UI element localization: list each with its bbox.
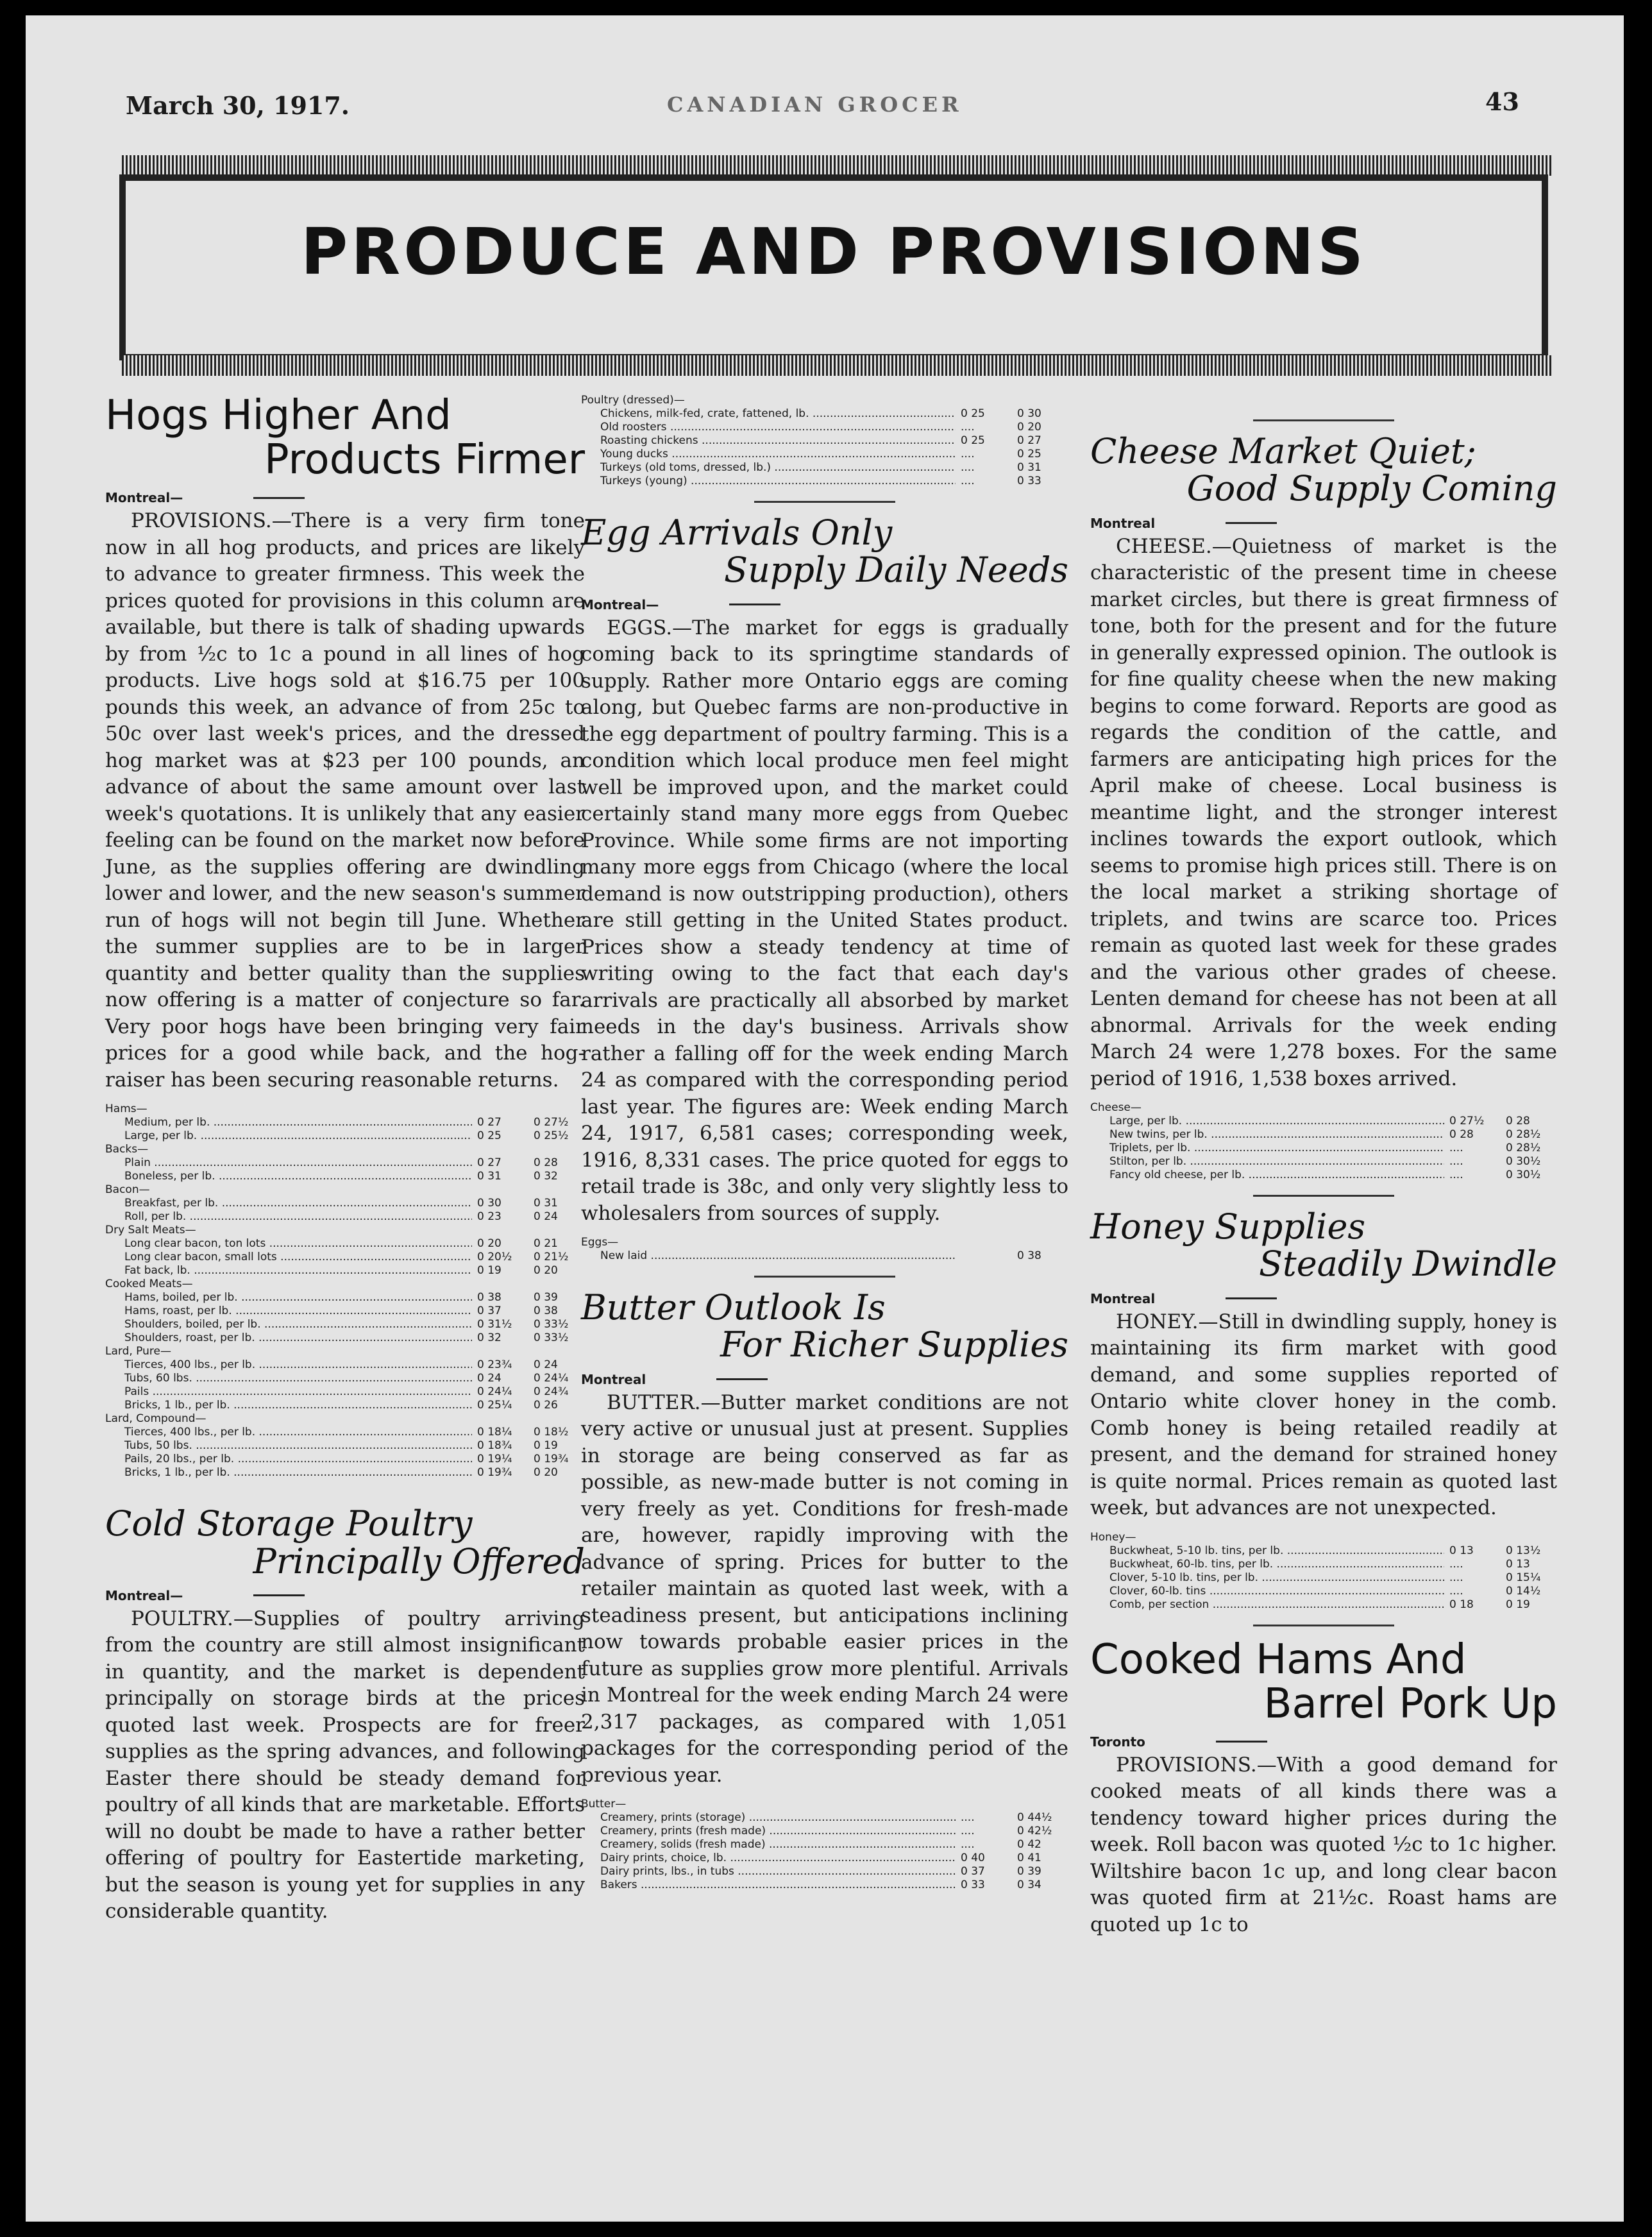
price-low: 0 27 [477,1156,501,1170]
divider [1253,1195,1394,1197]
price-row [105,1210,585,1224]
price-high: 0 34 [1017,1878,1041,1892]
price-row [105,1372,585,1385]
price-high: 0 31 [534,1197,558,1210]
honey-dateline: Montreal [1090,1291,1557,1306]
price-row [105,1251,585,1264]
price-high: 0 25 [1017,448,1041,460]
hogs-headline [105,394,585,482]
price-row-label: Clover, 5-10 lb. tins, per lb. ..... [1090,1571,1444,1585]
price-low: 0 25 [961,407,985,420]
price-row-label: Shoulders, roast, per lb. ..... [105,1331,472,1345]
price-low [956,1798,1012,1811]
price-high [528,1345,585,1358]
price-row-label: Cooked Meats— [105,1278,193,1291]
price-high [1012,1798,1068,1811]
price-row-label: Butter— [581,1798,627,1811]
hogs-headline-line1: Hogs Higher And [105,392,451,439]
price-row [581,421,1068,434]
price-row-label: Eggs— [581,1236,619,1249]
price-row-label: Old roosters ..... [581,421,956,434]
price-high: 0 26 [534,1399,558,1412]
hogs-article [105,394,585,1480]
price-row-label: Roll, per lb. ..... [105,1210,472,1224]
price-row-label: Bricks, 1 lb., per lb. ..... [105,1399,472,1412]
hams-body: PROVISIONS.—With a good demand for cooked meats of all kinds there was a tendency toward higher prices during the week. Roll bacon was quoted ½c to 1c higher. Wiltshire bacon 1c up, and long clear bacon was quoted firm at 21½c. Roast hams are quoted up 1c to [1090,1753,1557,1936]
price-row [581,394,1068,407]
price-row [1090,1101,1557,1115]
price-high [528,1143,585,1156]
price-row [105,1426,585,1439]
price-row-label: Tubs, 50 lbs. ..... [105,1439,472,1453]
price-low: 0 27½ [1449,1115,1485,1128]
eggs-price-table [581,1236,1068,1263]
divider [1253,1625,1394,1626]
price-row [105,1331,585,1345]
price-row-label: Plain ..... [105,1156,472,1170]
price-high: 0 39 [1017,1865,1041,1878]
price-low: 0 28 [1449,1128,1474,1142]
price-high: 0 41 [1017,1852,1041,1865]
price-row-label: Hams, roast, per lb. ..... [105,1304,472,1318]
price-row [581,1852,1068,1865]
price-low: .... [961,448,975,460]
price-low [472,1143,528,1156]
price-high: 0 42 [1017,1838,1041,1852]
price-row [1090,1531,1557,1544]
page-number: 43 [1485,87,1519,116]
price-row [1090,1585,1557,1598]
eggs-body: EGGS.—The market for eggs is gradually coming back to its springtime standards of supply. Rather more Ontario eggs are coming along, but Quebec farms are non-productive in the egg department of poultry farming. This is a condition which local produce men feel might well be improved upon, and the market could certainly stand many more eggs from Quebec Province. While some firms are not importing many more eggs from Chicago (where the local demand is now outstripping production), others are still getting in the United States product. Prices show a steady tendency at time of writing owing to the fact that each day's arrivals are practically all absorbed by market needs in the day's business. Arrivals show rather a falling off for the week ending March 24 as compared with the corresponding period last year. The figures are: Week ending March 24, 1917, 6,581 cases; corresponding week, 1916, 8,331 cases. The price quoted for eggs to retail trade is 38c, and only very slightly less to wholesalers from sources of supply. [581,616,1068,1225]
column-1 [105,394,585,1925]
price-row [105,1358,585,1372]
banner-bottom-stripe [122,355,1552,376]
price-row [581,1811,1068,1825]
price-row [581,1825,1068,1838]
price-row [581,1865,1068,1878]
price-row [105,1345,585,1358]
poultry-headline [105,1505,585,1580]
price-row [1090,1558,1557,1571]
cheese-price-table [1090,1101,1557,1182]
hams-headline [1090,1635,1557,1728]
banner-top-stripe [122,155,1552,176]
hogs-body: PROVISIONS.—There is a very firm tone now in all hog products, and prices are likely to advance to greater firmness. This week the prices quoted for provisions in this column are available, but there is talk of shading upwards by from ½c to 1c a pound in all lines of hog products. Live hogs sold at $16.75 per 100 pounds this week, an advance of from 25c to 50c over last week's prices, and the dressed hog market was at $23 per 100 pounds, an advance of about the same amount over last week's quotations. It is unlikely that any easier feeling can be found on the market now before June, as the supplies offering are dwindling lower and lower, and the new season's summer run of hogs will not begin till June. Whether the summer supplies are to be in larger quantity and better quality than the supplies now offering is a matter of conjecture so far. Very poor hogs have been bringing very fair prices for a good while back, and the hog-raiser has been securing reasonable returns. [105,509,585,1092]
price-row [1090,1155,1557,1169]
price-low: 0 24 [477,1372,501,1385]
price-low: 0 31½ [477,1318,512,1331]
price-high: 0 13 [1506,1557,1530,1571]
hams-headline-line1: Cooked Hams And [1090,1635,1467,1684]
price-row [1090,1142,1557,1155]
section-banner [119,174,1548,360]
price-row [581,1249,1068,1263]
price-high: 0 20 [1017,421,1041,434]
price-high: 0 30 [1017,407,1041,420]
price-high: 0 14½ [1506,1584,1541,1598]
price-row-label: Lard, Compound— [105,1412,206,1426]
price-low: .... [961,1825,975,1838]
price-low [472,1102,528,1116]
honey-body: HONEY.—Still in dwindling supply, honey is maintaining its firm market with good demand, and some supplies reported of Ontario white clover honey in the comb. Comb honey is being retailed readily at present, and the demand for strained honey is quite normal. Prices remain as quoted last week, but advances are not unexpected. [1090,1310,1557,1520]
price-row [581,461,1068,475]
price-low [1444,1531,1501,1544]
price-high: 0 20 [534,1466,558,1480]
price-low [956,1236,1012,1249]
divider [754,1276,895,1278]
price-low: .... [961,475,975,487]
cheese-headline-line1: Cheese Market Quiet; [1090,431,1476,471]
price-row-label: Buckwheat, 5-10 lb. tins, per lb. ..... [1090,1544,1444,1558]
honey-headline-line1: Honey Supplies [1090,1206,1366,1247]
price-high: 0 28½ [1506,1142,1541,1155]
butter-body: BUTTER.—Butter market conditions are not very active or unusual just at present. Supplies in storage are being conserved as far as possible, as new-made butter is not coming in very freely as yet. Conditions for fresh-made are, however, rapidly improving with the advance of spring. Prices for butter to the retailer maintain as quoted last week, with a steadiness present, but anticipations inclining now towards probable easier prices in the future as supplies grow more plentiful. Arrivals in Montreal for the week ending March 24 were 2,317 packages, as compared with 1,051 packages for the corresponding period of the previous year. [581,1390,1068,1787]
price-row-label: Backs— [105,1143,149,1156]
price-high: 0 24¾ [534,1385,569,1399]
price-row-label: Shoulders, boiled, per lb. ..... [105,1318,472,1331]
price-row-label: Bakers ..... [581,1878,956,1892]
price-row [105,1439,585,1453]
price-low [472,1345,528,1358]
price-row [105,1278,585,1291]
poultry-headline-line1: Cold Storage Poultry [105,1503,473,1544]
price-low: .... [961,461,975,474]
price-row [105,1116,585,1129]
price-row-label: Chickens, milk-fed, crate, fattened, lb. ..... [581,407,956,421]
price-high: 0 20 [534,1264,558,1278]
price-row-label: Breakfast, per lb. ..... [105,1197,472,1210]
price-low: 0 18¾ [477,1439,512,1453]
butter-price-table [581,1798,1068,1892]
price-row-label: Long clear bacon, ton lots ..... [105,1237,472,1251]
price-high: 0 44½ [1017,1811,1052,1825]
price-row-label: Tierces, 400 lbs., per lb. ..... [105,1358,472,1372]
column-2 [581,394,1068,1892]
price-low: 0 27 [477,1116,501,1129]
price-high [528,1183,585,1197]
price-low [1444,1101,1501,1115]
cheese-headline [1090,433,1557,508]
price-low: 0 25¼ [477,1399,512,1412]
column-3 [1090,394,1557,1938]
price-high: 0 33½ [534,1318,569,1331]
price-high: 0 28½ [1506,1128,1541,1142]
price-row [105,1170,585,1183]
price-low: 0 20 [477,1237,501,1251]
cheese-article [1090,433,1557,1182]
price-row [1090,1598,1557,1612]
price-row-label: Cheese— [1090,1101,1142,1115]
price-low [472,1224,528,1237]
price-row-label: Pails, 20 lbs., per lb. ..... [105,1453,472,1466]
eggs-article [581,514,1068,1263]
butter-dateline: Montreal [581,1372,1068,1387]
price-low: 0 31 [477,1170,501,1183]
honey-headline [1090,1208,1557,1283]
price-row [105,1453,585,1466]
price-row [105,1399,585,1412]
price-low [472,1183,528,1197]
price-high: 0 28 [534,1156,558,1170]
price-row [105,1183,585,1197]
poultry-price-table [581,394,1068,488]
price-row-label: New twins, per lb. ..... [1090,1128,1444,1142]
price-high: 0 32 [534,1170,558,1183]
price-row [581,448,1068,461]
price-low: .... [1449,1571,1463,1584]
price-row-label: Clover, 60-lb. tins ..... [1090,1585,1444,1598]
price-low: 0 24¼ [477,1385,512,1399]
price-low: 0 18¼ [477,1426,512,1439]
price-high [1012,1236,1068,1249]
price-high: 0 25½ [534,1129,569,1143]
price-high [528,1102,585,1116]
price-high [528,1224,585,1237]
price-high: 0 30½ [1506,1155,1541,1169]
price-high: 0 13½ [1506,1544,1541,1557]
price-row-label: Turkeys (old toms, dressed, lb.) ..... [581,461,956,475]
price-row-label: Dairy prints, lbs., in tubs ..... [581,1865,956,1878]
price-high: 0 30½ [1506,1169,1541,1182]
newspaper-page [26,15,1624,2222]
price-high [528,1278,585,1291]
price-row-label: Creamery, prints (storage) ..... [581,1811,956,1825]
eggs-headline-line2: Supply Daily Needs [724,550,1068,591]
price-low: 0 40 [961,1852,985,1865]
honey-article [1090,1208,1557,1612]
price-low: .... [1449,1169,1463,1182]
honey-price-table [1090,1531,1557,1612]
price-low: 0 25 [961,434,985,447]
butter-headline-line1: Butter Outlook Is [581,1287,886,1328]
price-row [105,1291,585,1304]
price-high: 0 38 [1017,1249,1041,1263]
poultry-dateline: Montreal— [105,1588,585,1603]
cheese-headline-line2: Good Supply Coming [1186,468,1557,509]
price-row [105,1318,585,1331]
price-low: 0 23 [477,1210,501,1224]
price-high: 0 33½ [534,1331,569,1345]
price-high: 0 31 [1017,461,1041,474]
price-low [956,1249,1012,1263]
price-high: 0 19¾ [534,1453,569,1466]
poultry-body: POULTRY.—Supplies of poultry arriving from the country are still almost insignificant in quantity, and the market is dependent principally on storage birds at the prices quoted last week. Prospects are for freer supplies as the spring advances, and following Easter there should be steady demand for poultry of all kinds that are marketable. Efforts will no doubt be made to have a rather better offering of poultry for Eastertide marketing, but the season is young yet for supplies in any considerable quantity. [105,1607,585,1923]
price-low: 0 30 [477,1197,501,1210]
price-row-label: Hams, boiled, per lb. ..... [105,1291,472,1304]
price-row-label: Roasting chickens ..... [581,434,956,448]
price-low: .... [1449,1557,1463,1571]
price-high: 0 24 [534,1358,558,1372]
price-row-label: Turkeys (young) ..... [581,475,956,488]
price-row-label: Large, per lb. ..... [105,1129,472,1143]
price-high: 0 33 [1017,475,1041,487]
price-high: 0 38 [534,1304,558,1318]
price-row [105,1102,585,1116]
price-row-label: Buckwheat, 60-lb. tins, per lb. ..... [1090,1558,1444,1571]
price-row-label: Creamery, prints (fresh made) ..... [581,1825,956,1838]
price-low: .... [1449,1155,1463,1169]
price-row-label: Fancy old cheese, per lb. ..... [1090,1169,1444,1182]
price-row-label: Bacon— [105,1183,150,1197]
hogs-dateline: Montreal— [105,490,585,505]
price-high [528,1412,585,1426]
poultry-headline-line2: Principally Offered [253,1541,585,1582]
cheese-body: CHEESE.—Quietness of market is the characteristic of the present time in cheese market circles, but there is great firmness of tone, both for the present and for the future in generally expressed opinion. The outlook is for fine quality cheese when the new making begins to come forward. Reports are good as regards the condition of the cattle, and farmers are anticipating high prices for the April make of cheese. Local business is meantime light, and the stronger interest inclines towards the export outlook, which seems to promise high prices still. There is on the local market a striking shortage of triplets, and twins are scarce too. Prices remain as quoted last week for these grades and the various other grades of cheese. Lenten demand for cheese has not been at all abnormal. Arrivals for the week ending March 24 were 1,278 boxes. For the same period of 1916, 1,538 boxes arrived. [1090,534,1557,1090]
price-row [1090,1169,1557,1182]
price-high: 0 39 [534,1291,558,1304]
price-high [1501,1101,1557,1115]
price-row [105,1412,585,1426]
price-high: 0 28 [1506,1115,1530,1128]
price-row-label: Dry Salt Meats— [105,1224,196,1237]
poultry-article [105,1505,585,1925]
price-low [472,1412,528,1426]
price-row [581,1798,1068,1811]
price-row-label: Triplets, per lb. ..... [1090,1142,1444,1155]
price-row-label: Poultry (dressed)— [581,394,685,407]
price-row [1090,1128,1557,1142]
price-high: 0 27 [1017,434,1041,447]
honey-headline-line2: Steadily Dwindle [1259,1244,1557,1285]
price-row [581,434,1068,448]
price-row [581,475,1068,488]
price-low: .... [1449,1584,1463,1598]
price-row [105,1237,585,1251]
price-low: .... [1449,1142,1463,1155]
price-low: 0 32 [477,1331,501,1345]
price-row-label: Large, per lb. ..... [1090,1115,1444,1128]
price-low: 0 19¼ [477,1453,512,1466]
price-row-label: Pails ..... [105,1385,472,1399]
price-row [581,1236,1068,1249]
price-high [1501,1531,1557,1544]
price-high: 0 24 [534,1210,558,1224]
price-row [581,407,1068,421]
section-title: PRODUCE AND PROVISIONS [300,214,1367,289]
price-low: 0 37 [961,1865,985,1878]
price-high: 0 27½ [534,1116,569,1129]
price-low: 0 19¾ [477,1466,512,1480]
hogs-headline-line2: Products Firmer [264,436,585,484]
price-high: 0 18½ [534,1426,569,1439]
price-row [105,1224,585,1237]
issue-date: March 30, 1917. [126,91,350,120]
price-row-label: Young ducks ..... [581,448,956,461]
hams-article [1090,1635,1557,1939]
price-row [105,1129,585,1143]
price-row [1090,1544,1557,1558]
price-row-label: Long clear bacon, small lots ..... [105,1251,472,1264]
price-high: 0 42½ [1017,1825,1052,1838]
price-low: 0 38 [477,1291,501,1304]
eggs-headline-line1: Egg Arrivals Only [581,512,893,553]
price-row-label: Fat back, lb. ..... [105,1264,472,1278]
hogs-price-table [105,1102,585,1480]
price-low: 0 18 [1449,1598,1474,1611]
butter-headline [581,1289,1068,1364]
price-row [581,1838,1068,1852]
divider [754,501,895,503]
price-row-label: Bricks, 1 lb., per lb. ..... [105,1466,472,1480]
price-low: 0 20½ [477,1251,512,1264]
price-row [105,1466,585,1480]
eggs-headline [581,514,1068,589]
price-row-label: Creamery, solids (fresh made) ..... [581,1838,956,1852]
price-low [956,394,1012,407]
price-low [472,1278,528,1291]
price-high: 0 15¼ [1506,1571,1541,1584]
price-row-label: Boneless, per lb. ..... [105,1170,472,1183]
price-row-label: Honey— [1090,1530,1136,1544]
butter-headline-line2: For Richer Supplies [720,1324,1068,1365]
price-low: 0 23¾ [477,1358,512,1372]
cheese-dateline: Montreal [1090,516,1557,531]
price-low: .... [961,1811,975,1825]
price-row [105,1156,585,1170]
hams-dateline: Toronto [1090,1734,1557,1750]
price-row [105,1264,585,1278]
price-row-label: Stilton, per lb. ..... [1090,1155,1444,1169]
price-row-label: Comb, per section ..... [1090,1598,1444,1612]
price-row-label: Tubs, 60 lbs. ..... [105,1372,472,1385]
price-high [1012,394,1068,407]
price-low: 0 25 [477,1129,501,1143]
price-row-label: Lard, Pure— [105,1345,171,1358]
price-row-label: Dairy prints, choice, lb. ..... [581,1852,956,1865]
price-low: 0 19 [477,1264,501,1278]
price-high: 0 19 [1506,1598,1530,1611]
price-low: 0 13 [1449,1544,1474,1557]
price-row-label: New laid ..... [581,1249,956,1263]
price-row-label: Tierces, 400 lbs., per lb. ..... [105,1426,472,1439]
price-row [105,1197,585,1210]
hams-headline-line2: Barrel Pork Up [1263,1680,1557,1728]
price-low: .... [961,421,975,434]
price-row-label: Medium, per lb. ..... [105,1116,472,1129]
butter-article [581,1289,1068,1892]
price-high: 0 21½ [534,1251,569,1264]
price-row [105,1143,585,1156]
divider [1253,419,1394,421]
price-low: 0 33 [961,1878,985,1892]
publication-name: CANADIAN GROCER [667,92,963,117]
price-high: 0 21 [534,1237,558,1251]
price-high: 0 24¼ [534,1372,569,1385]
eggs-dateline: Montreal— [581,597,1068,612]
price-low: .... [961,1838,975,1852]
price-high: 0 19 [534,1439,558,1453]
price-row-label: Hams— [105,1102,148,1116]
price-row [105,1304,585,1318]
price-low: 0 37 [477,1304,501,1318]
price-row [1090,1115,1557,1128]
price-row [581,1878,1068,1892]
price-row [105,1385,585,1399]
price-row [1090,1571,1557,1585]
